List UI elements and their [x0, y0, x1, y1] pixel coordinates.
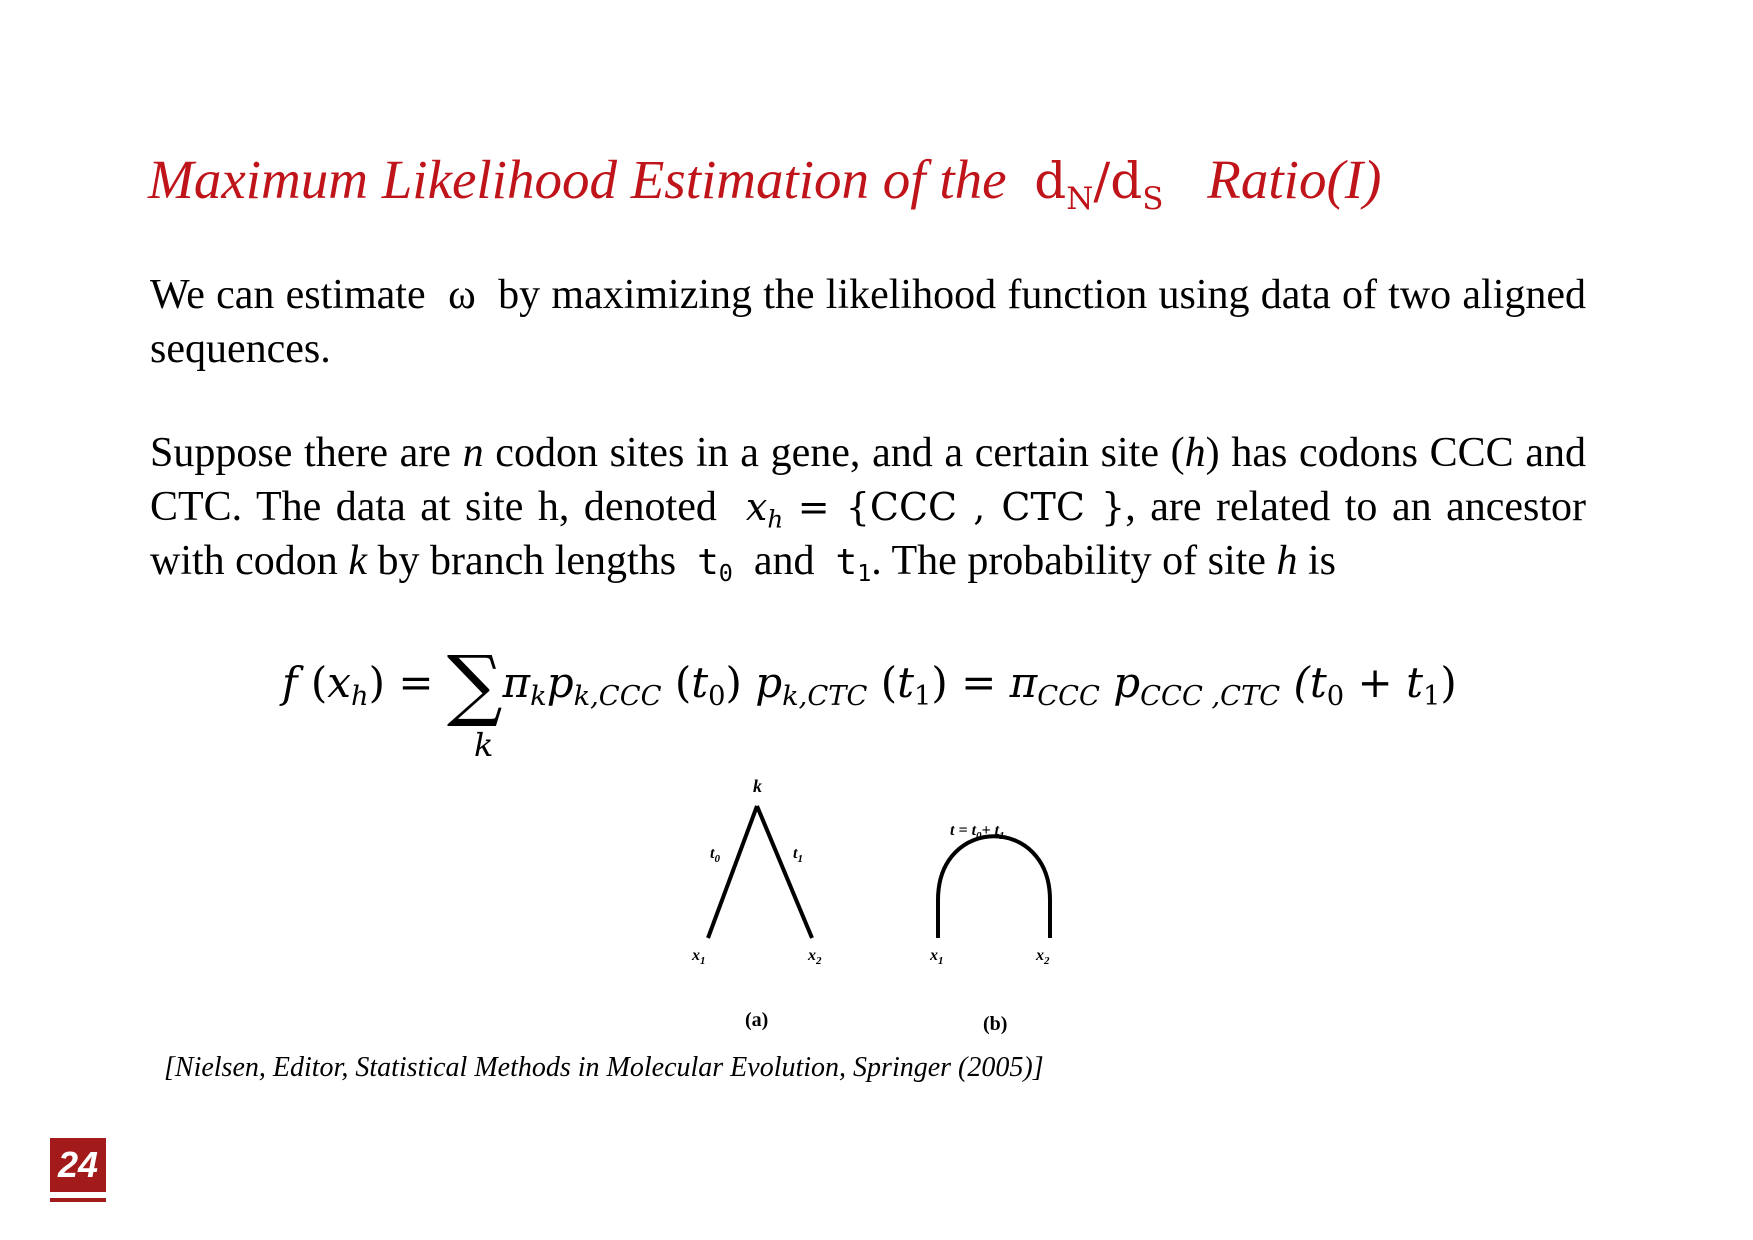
leaf-x1-label: $x_1$ — [692, 947, 706, 967]
sum-symbol: ∑ — [446, 640, 503, 730]
caption-b: (b) — [983, 1013, 1008, 1035]
tree-b — [929, 822, 1050, 1035]
citation: [Nielsen, Editor, Statistical Methods in Molecular Evolution, Springer (2005)] — [164, 1052, 1044, 1083]
page-number: 24 — [50, 1138, 106, 1192]
combined-branch-label: $t = t_0+ t_1$ — [950, 822, 1005, 842]
leaf-x2-label: $x_2$ — [1036, 947, 1050, 967]
branch-left-label: $t_0$ — [710, 845, 720, 865]
title-suffix: Ratio(I) — [1207, 149, 1382, 210]
paragraph-site-probability: Suppose there are n codon sites in a gene, and a certain site (h) has codons CCC and CTC. The data at site h, denoted $x_h = \{CCC$ , CTC }, are related to an ancestor with codon k by branch lengths $t_0$ and $t_1$. The probability of site h is — [150, 430, 1587, 588]
sum-index: k — [474, 726, 494, 764]
omega-symbol: ω — [448, 272, 476, 318]
tree-diagram — [680, 770, 1080, 1050]
t0-symbol: $t_0$ — [697, 542, 733, 588]
likelihood-formula: f $(x_h) = \sum\pi_kp_{k,CCC}$ $(t_0)$ $p_{k,CTC}$ $(t_1) = \pi_{CCC}$ $p_{CCC ,CTC}$ $(t_0 + t_1)$ — [282, 640, 1457, 730]
arc-branch — [938, 836, 1050, 938]
dn-ds-ratio: $d_N/d_S$ — [1034, 152, 1164, 217]
leaf-x1-label: $x_1$ — [930, 947, 944, 967]
tree-a — [691, 776, 822, 1031]
caption-a: (a) — [745, 1009, 769, 1031]
t1-symbol: $t_1$ — [835, 542, 872, 588]
x-h-symbol: $x_h$ — [745, 485, 784, 534]
slide-title — [148, 149, 1382, 217]
branch-left — [708, 806, 757, 938]
paragraph-intro: We can estimate ω by maximizing the likelihood function using data of two aligned sequences. — [150, 272, 1587, 372]
root-label: k — [753, 776, 762, 796]
leaf-x2-label: $x_2$ — [808, 947, 822, 967]
title-text: Maximum Likelihood Estimation of the — [148, 149, 1007, 210]
page-number-underline — [50, 1198, 106, 1202]
branch-right-label: $t_1$ — [793, 845, 803, 865]
branch-right — [757, 806, 812, 938]
